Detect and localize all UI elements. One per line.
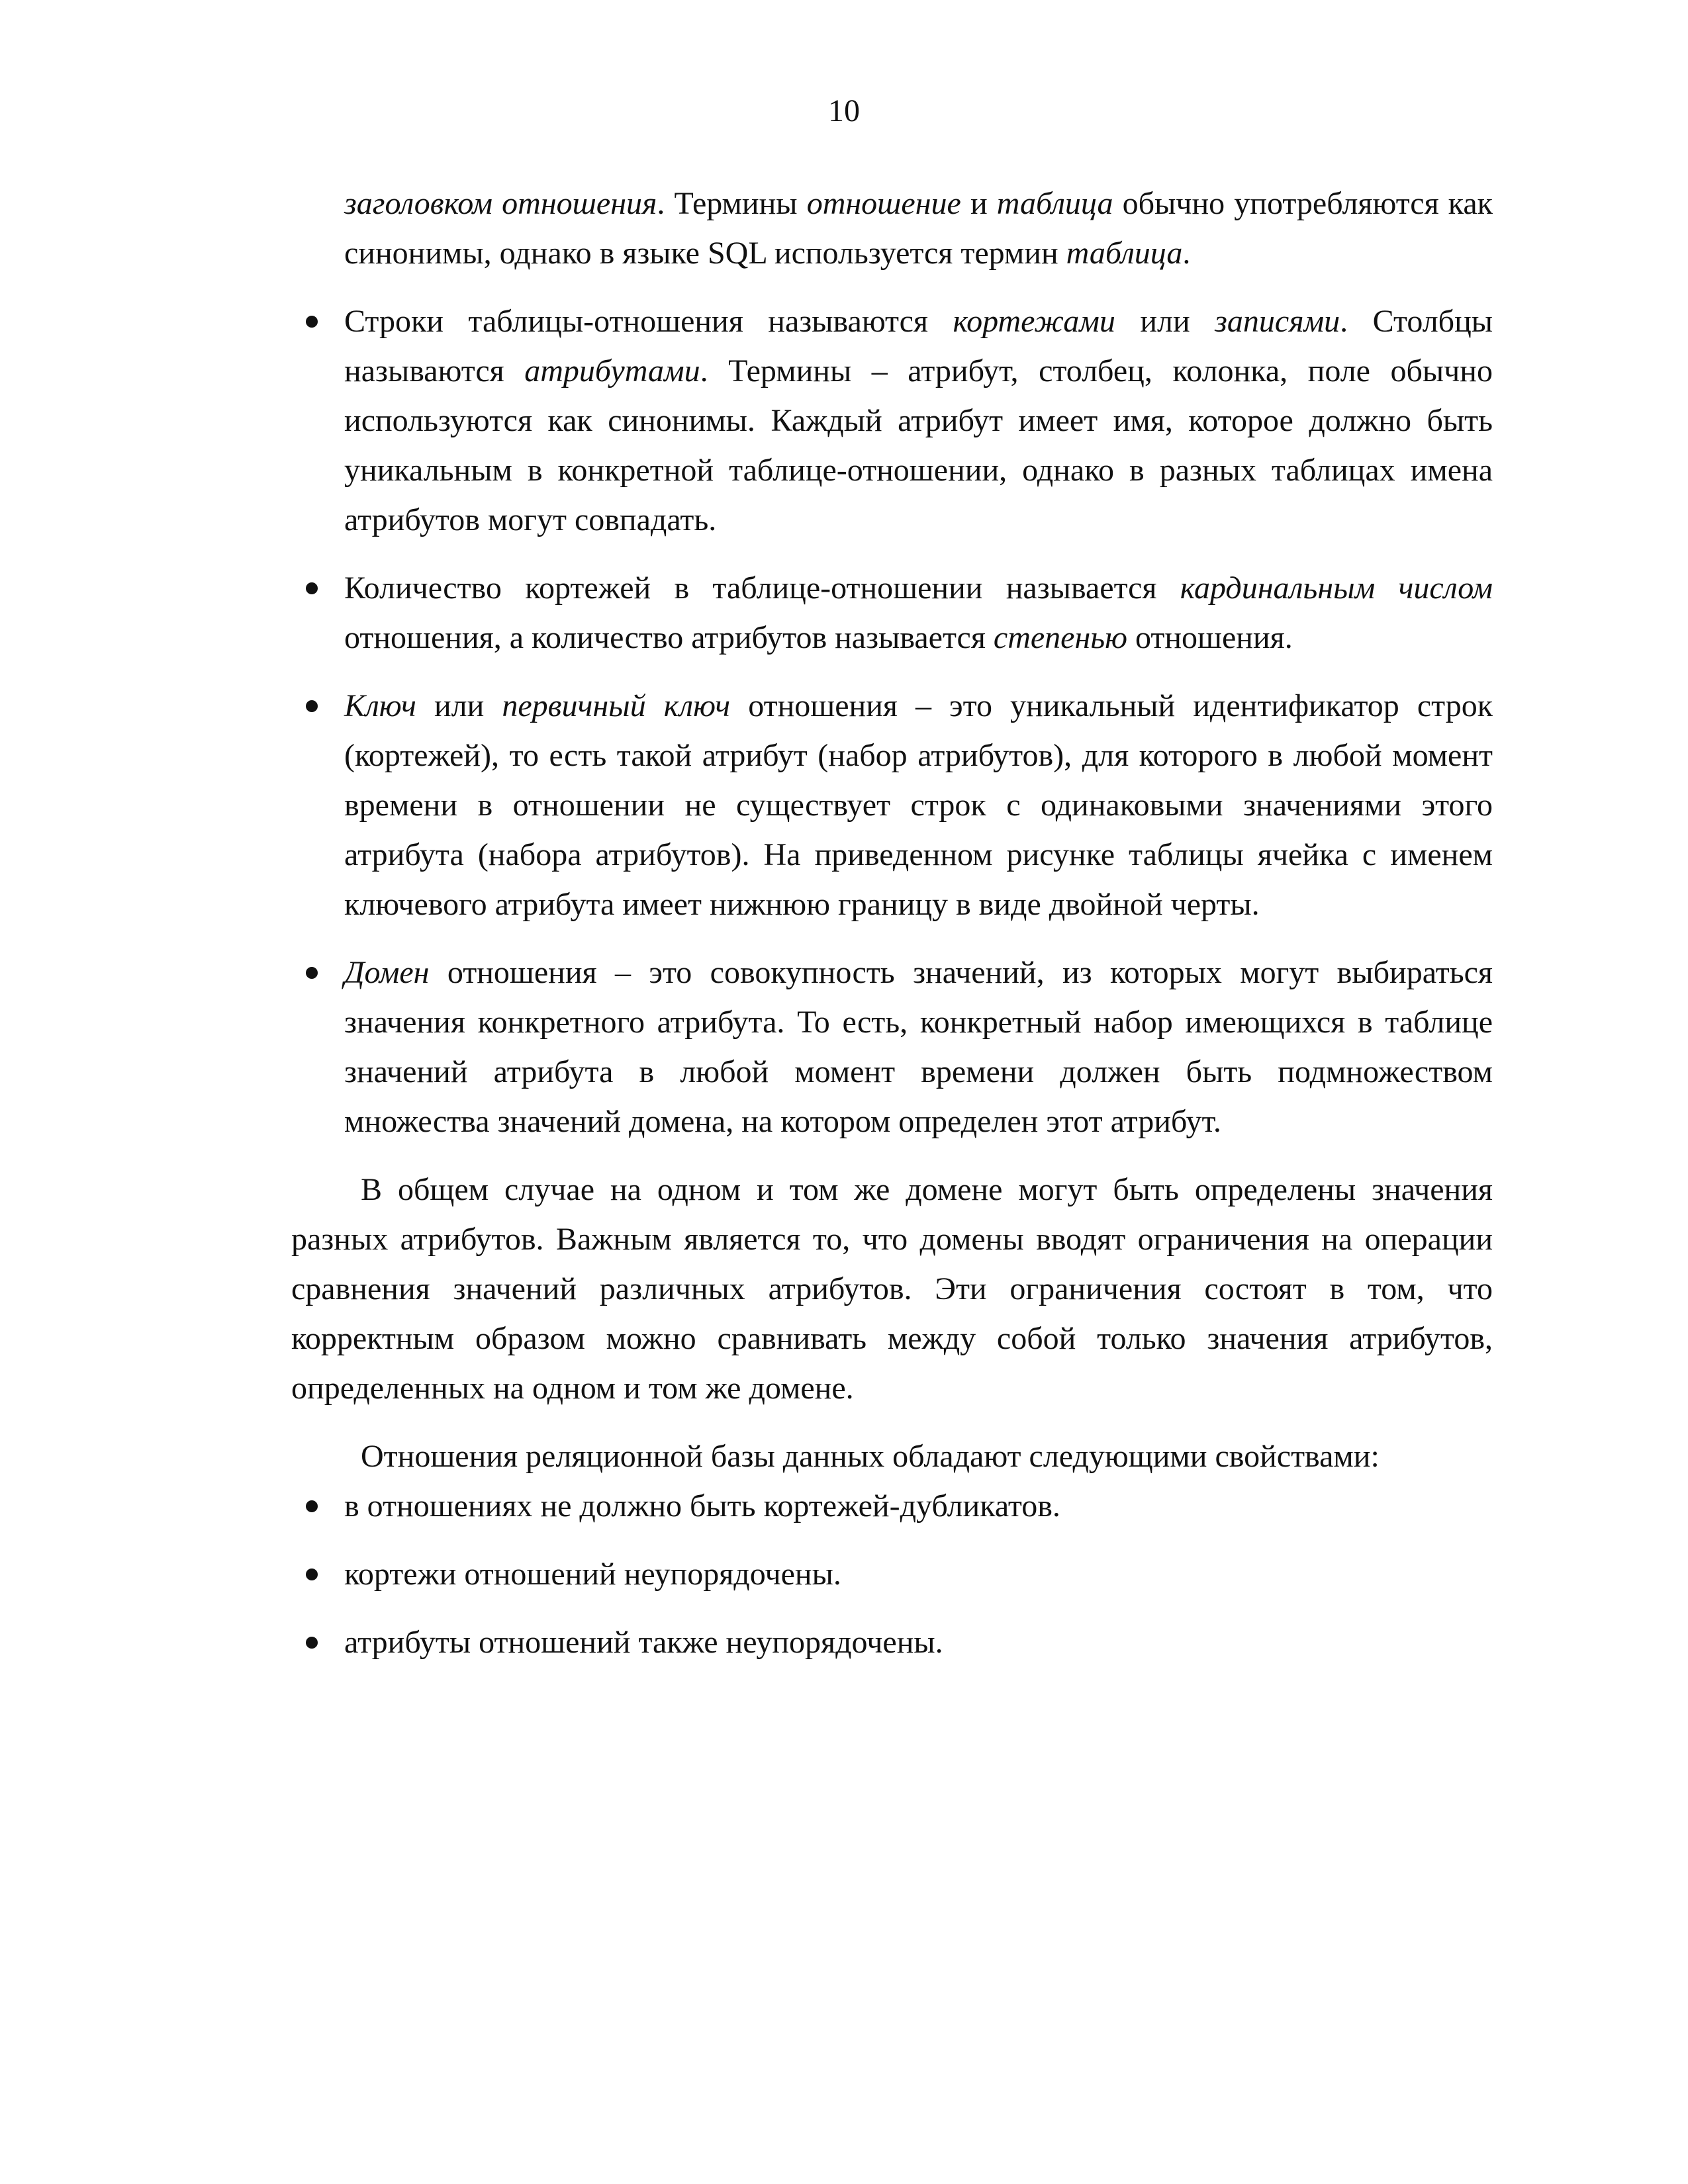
list-item-text: в отношениях не должно быть кортежей-дубликатов. xyxy=(344,1488,1060,1524)
properties-list xyxy=(291,1481,1493,1667)
list-item-key xyxy=(291,681,1493,929)
list-item xyxy=(291,1549,1493,1599)
page-number: 10 xyxy=(828,93,860,128)
term-italic: первичный ключ xyxy=(502,688,731,723)
term-italic: Домен xyxy=(344,955,430,990)
list-item xyxy=(291,1481,1493,1531)
bullet-icon xyxy=(306,1569,318,1580)
paragraph-properties: Отношения реляционной базы данных обладают следующими свойствами: xyxy=(361,1439,1380,1474)
list-item-text: кортежи отношений неупорядочены. xyxy=(344,1557,841,1592)
text-run: и xyxy=(961,186,997,221)
continuation-paragraph xyxy=(291,179,1493,278)
text-run: отношения. xyxy=(1127,620,1293,655)
text-run: . Термины – атрибут, столбец, колонка, поле обычно используются как синонимы. Каждый атрибут имеет имя, которое должно быть уникальным в конкретной таблице-отношении, однако в разных таблицах имена атрибутов могут совпадать. xyxy=(344,353,1493,537)
term-italic: степенью xyxy=(993,620,1127,655)
page-body xyxy=(291,179,1493,1667)
list-item xyxy=(291,1617,1493,1667)
term-italic: атрибутами xyxy=(524,353,700,388)
bullet-icon xyxy=(306,1637,318,1649)
paragraph-domains: В общем случае на одном и том же домене могут быть определены значения разных атрибутов. Важным является то, что домены вводят ограничения на операции сравнения значений различных атрибутов. Эти ограничения состоят в том, что корректным образом можно сравнивать между собой только значения атрибутов, определенных на одном и том же домене. xyxy=(291,1172,1493,1406)
list-item-cardinality xyxy=(291,563,1493,662)
bullet-icon xyxy=(306,316,318,328)
text-run: . xyxy=(1182,236,1191,271)
text-run: . Термины xyxy=(657,186,807,221)
list-item-domain xyxy=(291,948,1493,1146)
term-italic: кардинальным числом xyxy=(1180,570,1493,606)
term-italic: заголовком отношения xyxy=(344,186,657,221)
term-italic: записями xyxy=(1215,304,1340,339)
bullet-icon xyxy=(306,1500,318,1512)
term-italic: отношение xyxy=(806,186,961,221)
bullet-icon xyxy=(306,967,318,979)
term-italic: таблица xyxy=(1066,236,1183,271)
term-italic: кортежами xyxy=(953,304,1115,339)
text-run: Строки таблицы-отношения называются xyxy=(344,304,953,339)
text-run: или xyxy=(416,688,502,723)
term-italic: Ключ xyxy=(344,688,416,723)
text-run: . Столбцы называются xyxy=(344,304,1493,388)
list-item-text: атрибуты отношений также неупорядочены. xyxy=(344,1625,943,1660)
bullet-icon xyxy=(306,582,318,594)
text-run: обычно употребляются как синонимы, однако в языке SQL используется термин xyxy=(344,186,1493,271)
list-item-tuples xyxy=(291,296,1493,545)
text-run: или xyxy=(1115,304,1215,339)
bullet-icon xyxy=(306,700,318,712)
text-run: отношения, а количество атрибутов называется xyxy=(344,620,994,655)
text-run: отношения – это совокупность значений, из которых могут выбираться значения конкретного атрибута. То есть, конкретный набор имеющихся в таблице значений атрибута в любой момент времени должен быть подмножеством множества значений домена, на котором определен этот атрибут. xyxy=(344,955,1493,1139)
term-italic: таблица xyxy=(996,186,1113,221)
text-run: отношения – это уникальный идентификатор строк (кортежей), то есть такой атрибут (набор атрибутов), для которого в любой момент времени в отношении не существует строк с одинаковыми значениями этого атрибута (набора атрибутов). На приведенном рисунке таблицы ячейка с именем ключевого атрибута имеет нижнюю границу в виде двойной черты. xyxy=(344,688,1493,922)
text-run: Количество кортежей в таблице-отношении называется xyxy=(344,570,1180,606)
definitions-list xyxy=(291,296,1493,1146)
